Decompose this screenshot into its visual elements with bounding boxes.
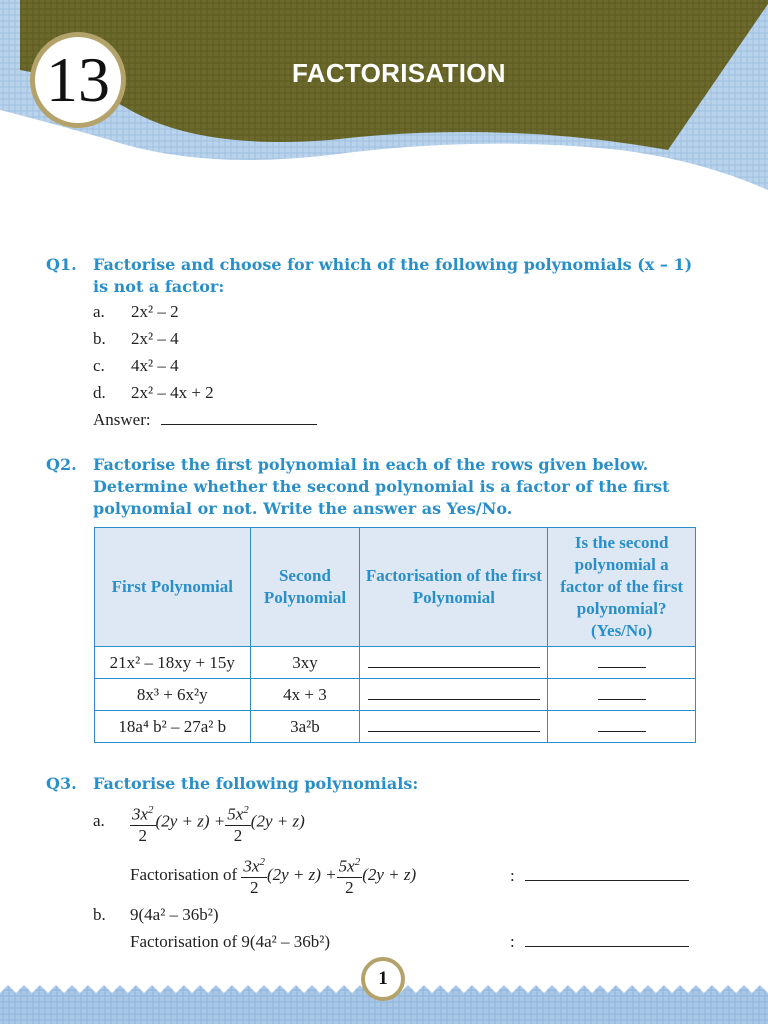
yes-no-blank[interactable] — [598, 685, 646, 700]
chapter-title: FACTORISATION — [292, 58, 506, 88]
chapter-number-badge: 13 — [30, 32, 126, 128]
factorisation-blank[interactable] — [368, 685, 540, 700]
q3-a-answer — [510, 866, 689, 886]
question-text: Factorise and choose for which of the following polynomials (x – 1) is not a factor: — [93, 255, 693, 296]
factorisation-cell[interactable] — [360, 679, 548, 711]
option-label: c. — [93, 356, 105, 375]
column-header: Second Polynomial — [250, 528, 360, 647]
option-value: 2x² – 2 — [131, 302, 179, 321]
factorisation-blank[interactable] — [368, 717, 540, 732]
factorisation-cell[interactable] — [360, 711, 548, 743]
q3-b-answer — [510, 932, 689, 952]
table-row — [95, 711, 696, 743]
factorisation-cell[interactable] — [360, 647, 548, 679]
second-polynomial-cell: 4x + 3 — [250, 679, 360, 711]
table-header-row — [95, 528, 696, 647]
first-polynomial-cell: 18a⁴ b² – 27a² b — [95, 711, 251, 743]
question-number: Q2. — [46, 455, 77, 474]
column-header: Factorisation of the first Polynomial — [360, 528, 548, 647]
colon: : — [510, 932, 515, 951]
q3-option-b-label: b. — [93, 905, 106, 924]
question-number: Q3. — [46, 774, 77, 793]
question-number: Q1. — [46, 255, 77, 274]
question-text: Factorise the following polynomials: — [93, 774, 419, 793]
fraction: $\frac{5x^2}{2}$ — [225, 800, 251, 846]
answer-row — [93, 410, 317, 430]
table-row — [95, 679, 696, 711]
option-value: 2x² – 4 — [131, 329, 179, 348]
yes-no-cell[interactable] — [548, 679, 696, 711]
q3-a-factorisation-row: Factorisation of $\frac{3x^2}{2}$ (2y + z) + $\frac{5x^2}{2}$ (2y + z) — [130, 852, 416, 898]
colon: : — [510, 866, 515, 885]
yes-no-cell[interactable] — [548, 647, 696, 679]
option-label: b. — [93, 329, 106, 348]
expression-mid: (2y + z) + — [155, 811, 226, 831]
fraction: $\frac{3x^2}{2}$ — [130, 800, 156, 846]
factorisation-prefix: Factorisation of — [130, 864, 238, 884]
option-value: 2x² – 4x + 2 — [131, 383, 214, 402]
option-label: a. — [93, 302, 105, 321]
q3-b-factorisation-row: Factorisation of 9(4a² – 36b²) — [130, 932, 330, 951]
answer-label: Answer: — [93, 410, 151, 429]
yes-no-blank[interactable] — [598, 717, 646, 732]
fraction: $\frac{3x^2}{2}$ — [241, 852, 267, 898]
question-text: Factorise the first polynomial in each of the rows given below. Determine whether the second polynomial is a factor of the first polynomial or not. Write the answer as Yes/No. — [93, 455, 670, 518]
polynomial-table — [94, 527, 696, 743]
column-header: First Polynomial — [95, 528, 251, 647]
yes-no-blank[interactable] — [598, 653, 646, 668]
column-header: Is the second polynomial a factor of the first polynomial? (Yes/No) — [548, 528, 696, 647]
answer-blank[interactable] — [525, 866, 689, 881]
yes-no-cell[interactable] — [548, 711, 696, 743]
option-label: d. — [93, 383, 106, 402]
second-polynomial-cell: 3a²b — [250, 711, 360, 743]
answer-blank[interactable] — [161, 410, 317, 425]
expression-tail: (2y + z) — [250, 811, 305, 831]
answer-blank[interactable] — [525, 932, 689, 947]
fraction: $\frac{5x^2}{2}$ — [337, 852, 363, 898]
option-value: 4x² – 4 — [131, 356, 179, 375]
page-number: 1 — [361, 957, 405, 1001]
second-polynomial-cell: 3xy — [250, 647, 360, 679]
first-polynomial-cell: 21x² – 18xy + 15y — [95, 647, 251, 679]
q3-expression-b: 9(4a² – 36b²) — [130, 905, 219, 924]
q3-expression-a — [130, 800, 305, 846]
first-polynomial-cell: 8x³ + 6x²y — [95, 679, 251, 711]
q3-option-a-label: a. — [93, 811, 105, 830]
factorisation-blank[interactable] — [368, 653, 540, 668]
table-row — [95, 647, 696, 679]
